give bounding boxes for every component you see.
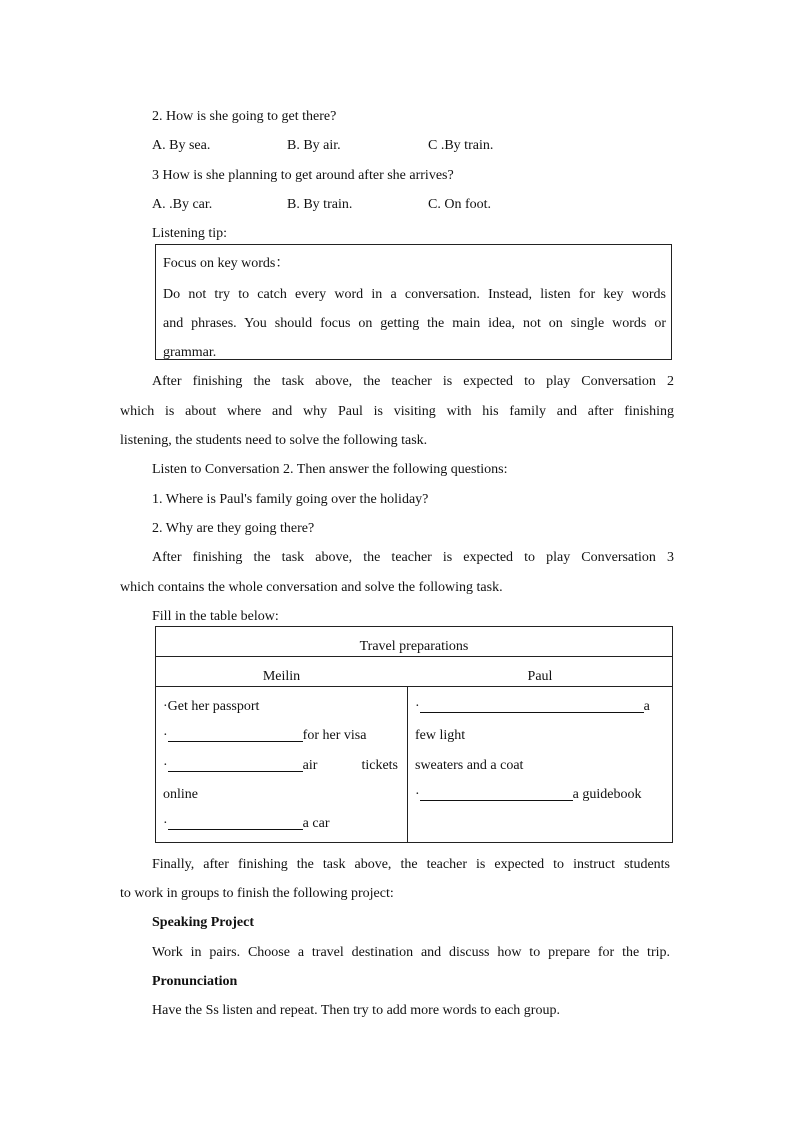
para1-line-1: After finishing the task above, the teacher is expected to play Conversation 2 (152, 374, 674, 389)
meilin-item-tickets (163, 757, 398, 775)
meilin-visa-text: for her visa (302, 728, 367, 743)
bullet: · (415, 699, 420, 714)
paul-item-sweaters: sweaters and a coat (415, 758, 524, 773)
para1-line-3: listening, the students need to solve the following task. (120, 433, 428, 448)
conv2-question-2: 2. Why are they going there? (152, 521, 315, 536)
q3-option-b: B. By train. (287, 197, 353, 212)
pronunciation-text: Have the Ss listen and repeat. Then try to add more words to each group. (152, 1003, 560, 1018)
para3-line-1: Finally, after finishing the task above, the teacher is expected to instruct students (152, 857, 670, 872)
q2-option-a: A. By sea. (152, 138, 211, 153)
travel-preparations-table (155, 626, 673, 843)
fill-blank[interactable] (168, 815, 303, 830)
bullet: · (163, 758, 168, 773)
paul-item-guidebook (415, 786, 642, 804)
para1-line-2: which is about where and why Paul is visiting with his family and after finishing (120, 404, 674, 419)
fill-blank[interactable] (168, 757, 303, 772)
q3-option-a: A. .By car. (152, 197, 213, 212)
table-column-divider (407, 686, 408, 842)
para3-line-2: to work in groups to finish the following project: (120, 886, 394, 901)
speaking-project-text: Work in pairs. Choose a travel destination and discuss how to prepare for the trip. (152, 945, 670, 960)
listening-tip-label: Listening tip: (152, 226, 228, 241)
tip-line-3: grammar. (163, 345, 217, 360)
question-2: 2. How is she going to get there? (152, 109, 337, 124)
bullet: · (415, 787, 420, 802)
meilin-item-passport: ·Get her passport (163, 699, 260, 714)
q2-option-c: C .By train. (428, 138, 494, 153)
fill-blank[interactable] (168, 727, 303, 742)
tip-line-2: and phrases. You should focus on getting the main idea, not on single words or (163, 316, 666, 331)
paul-item-clothes-cont: few light (415, 728, 466, 743)
table-instruction: Fill in the table below: (152, 609, 279, 624)
paul-item-clothes (415, 698, 652, 716)
table-divider (156, 656, 672, 657)
table-title: Travel preparations (359, 639, 469, 654)
column-header-meilin: Meilin (262, 669, 301, 684)
question-3: 3 How is she planning to get around after she arrives? (152, 168, 454, 183)
meilin-item-tickets-cont: online (163, 787, 198, 802)
q2-option-b: B. By air. (287, 138, 341, 153)
paul-guidebook-text: a guidebook (572, 787, 642, 802)
listening-tip-box (155, 244, 672, 360)
meilin-car-text: a car (302, 816, 330, 831)
fill-blank[interactable] (420, 698, 644, 713)
tip-heading: Focus on key words： (163, 256, 290, 271)
pronunciation-heading: Pronunciation (152, 974, 238, 989)
fill-blank[interactable] (420, 786, 573, 801)
meilin-tickets-text: air (302, 758, 318, 773)
meilin-item-car (163, 815, 329, 833)
para2-line-1: After finishing the task above, the teacher is expected to play Conversation 3 (152, 550, 674, 565)
conv2-instruction: Listen to Conversation 2. Then answer the following questions: (152, 462, 508, 477)
meilin-item-visa (163, 727, 366, 745)
bullet: · (163, 728, 168, 743)
column-header-paul: Paul (527, 669, 553, 684)
q3-option-c: C. On foot. (428, 197, 491, 212)
table-divider (156, 686, 672, 687)
conv2-question-1: 1. Where is Paul's family going over the holiday? (152, 492, 429, 507)
bullet: · (163, 816, 168, 831)
meilin-tickets-end: tickets (361, 758, 398, 773)
tip-line-1: Do not try to catch every word in a conversation. Instead, listen for key words (163, 287, 666, 302)
speaking-project-heading: Speaking Project (152, 915, 255, 930)
paul-clothes-text: a (643, 699, 650, 714)
para2-line-2: which contains the whole conversation and solve the following task. (120, 580, 503, 595)
